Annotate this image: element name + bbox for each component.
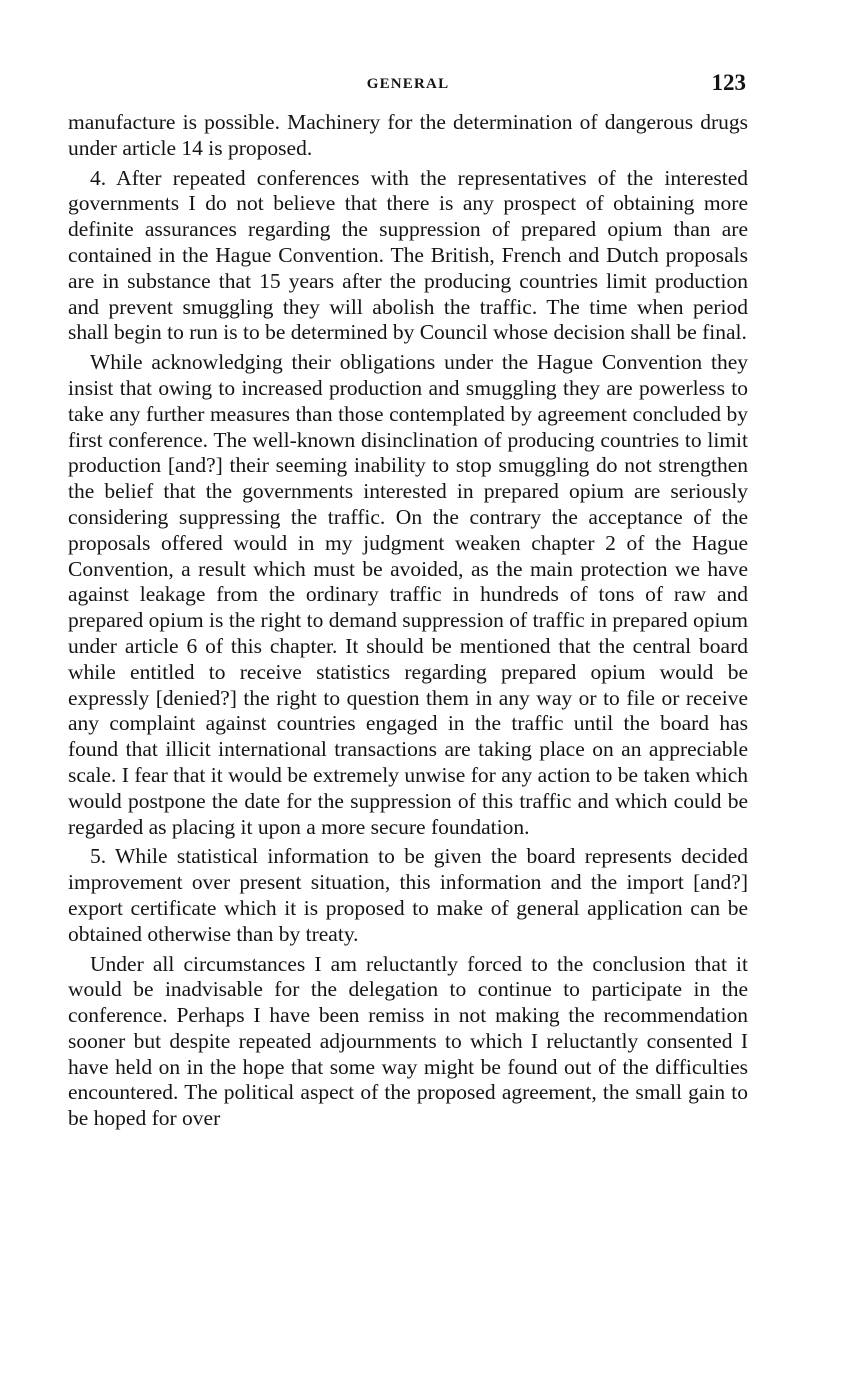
running-header [68,70,748,102]
paragraph-item-5: 5. While statistical information to be given the board represents decided improvement over present situation, this information and the import [and?] export certificate which it is proposed to make of general application can be obtained otherwise than by treaty. [68,844,748,946]
paragraph-conclusion: Under all circumstances I am reluctantly forced to the conclusion that it would be inadvisable for the delegation to continue to participate in the conference. Perhaps I have been remiss in not making the recommendation sooner but despite repeated adjournments to which I reluctantly consented I have held on in the hope that some way might be found out of the difficulties encountered. The political aspect of the proposed agreement, the small gain to be hoped for over [68,951,748,1131]
paragraph-item-4: 4. After repeated conferences with the representatives of the interested governments I do not believe that there is any prospect of obtaining more definite assurances regarding the suppression of prepared opium than are contained in the Hague Convention. The British, French and Dutch proposals are in substance that 15 years after the producing countries limit production and prevent smuggling they will abolish the traffic. The time when period shall begin to run is to be determined by Council whose decision shall be final. [68,165,748,345]
paragraph-hague-obligations: While acknowledging their obligations under the Hague Convention they insist that owing to increased production and smuggling they are powerless to take any further measures than those contemplated by agreement concluded by first conference. The well-known disinclination of producing countries to limit production [and?] their seeming inability to stop smuggling do not strengthen the belief that the governments interested in prepared opium are seriously considering suppressing the traffic. On the contrary the acceptance of the proposals offered would in my judgment weaken chapter 2 of the Hague Convention, a result which must be avoided, as the main protection we have against leakage from the ordinary traffic in hundreds of tons of raw and prepared opium is the right to demand suppression of traffic in prepared opium under article 6 of this chapter. It should be mentioned that the central board while entitled to receive statistics regarding prepared opium would be expressly [denied?] the right to question them in any way or to file or receive any complaint against countries engaged in the traffic until the board has found that illicit international transactions are taking place on an appreciable scale. I fear that it would be extremely unwise for any action to be taken which would postpone the date for the suppression of this traffic and which could be regarded as placing it upon a more secure foundation. [68,350,748,839]
page-number: 123 [711,70,746,95]
paragraph-continuation: manufacture is possible. Machinery for the determination of dangerous drugs under article 14 is proposed. [68,110,748,160]
body-text [68,110,748,1132]
running-title: GENERAL [366,76,450,92]
